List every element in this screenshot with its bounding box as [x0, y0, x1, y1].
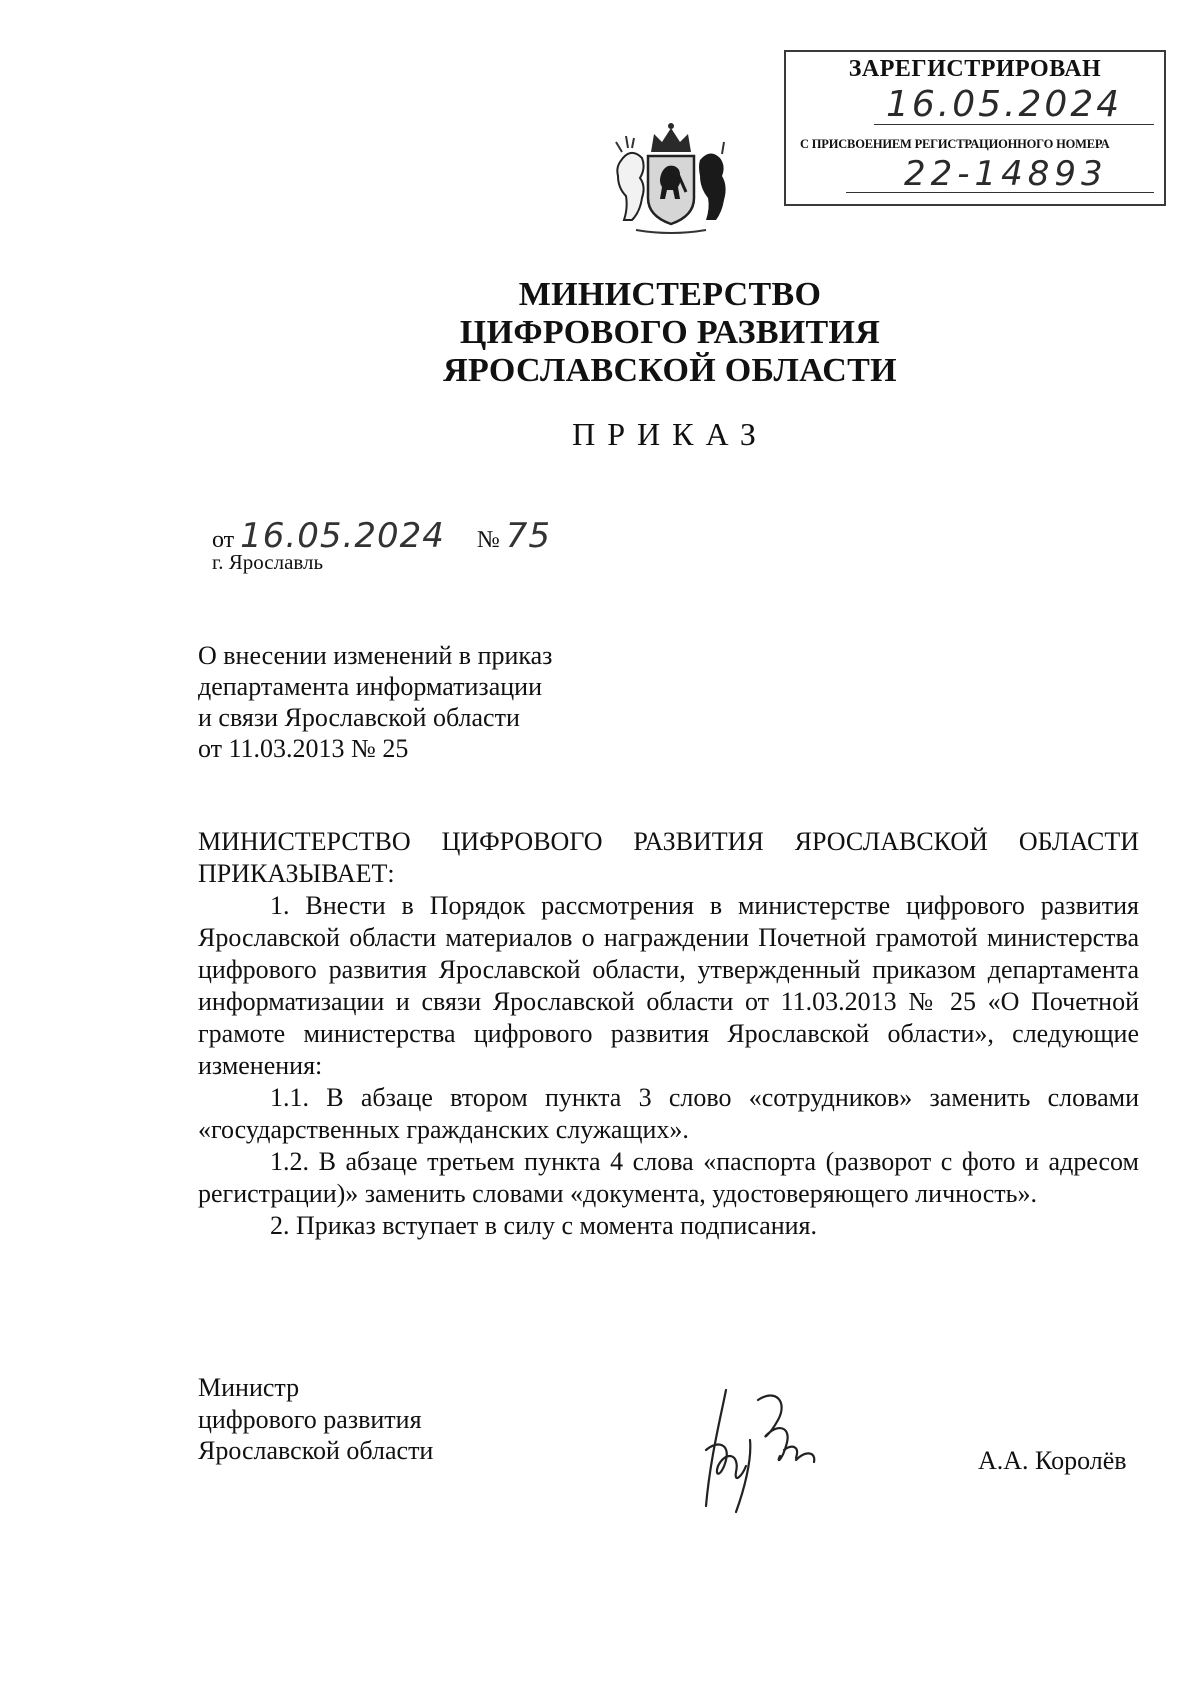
stamp-subtitle: С ПРИСВОЕНИЕМ РЕГИСТРАЦИОННОГО НОМЕРА — [800, 137, 1110, 151]
subject-line: департамента информатизации — [198, 672, 542, 701]
position-line: цифрового развития — [198, 1404, 422, 1434]
coat-of-arms-icon — [606, 112, 736, 240]
order-item: 1.1. В абзаце втором пункта 3 слово «сотрудников» заменить словами «государственных гражданских служащих». — [198, 1083, 1139, 1144]
subject-line: от 11.03.2013 № 25 — [198, 734, 409, 763]
ministry-title-line: ЯРОСЛАВСКОЙ ОБЛАСТИ — [443, 352, 897, 389]
position-line: Ярославской области — [198, 1436, 434, 1465]
stamp-divider — [874, 124, 1154, 125]
stamp-title: ЗАРЕГИСТРИРОВАН — [848, 56, 1102, 82]
city: г. Ярославль — [212, 550, 324, 574]
stamp-date: 16.05.2024 — [886, 84, 1123, 125]
order-item: 1.2. В абзаце третьем пункта 4 слова «паспорта (разворот с фото и адресом регистрации)» заменить словами «документа, удостоверяющего личность». — [198, 1147, 1139, 1208]
registration-stamp — [784, 50, 1166, 206]
from-label: от — [212, 527, 235, 553]
signatory-name: А.А. Королёв — [978, 1446, 1127, 1475]
ministry-title-line: ЦИФРОВОГО РАЗВИТИЯ — [459, 314, 881, 351]
order-number: 75 — [505, 516, 552, 556]
position-line: Министр — [198, 1373, 300, 1402]
order-item: 2. Приказ вступает в силу с момента подписания. — [270, 1211, 818, 1240]
stamp-registration-number: 22-14893 — [904, 154, 1108, 194]
document-type: ПРИКАЗ — [572, 416, 768, 452]
ministry-title-line: МИНИСТЕРСТВО — [518, 276, 822, 313]
order-date: 16.05.2024 — [240, 516, 445, 556]
signatory-position — [198, 1372, 433, 1467]
handwritten-signature — [696, 1380, 846, 1520]
number-label: № — [476, 527, 500, 553]
stamp-divider — [846, 192, 1154, 193]
order-body — [198, 826, 1139, 1242]
order-subject — [198, 640, 552, 764]
subject-line: О внесении изменений в приказ — [198, 641, 553, 670]
order-item: 1. Внести в Порядок рассмотрения в министерстве цифрового развития Ярославской области материалов о награждении Почетной грамотой министерства цифрового развития Ярославской области, утвержденный приказом департамента информатизации и связи Ярославской области от 11.03.2013 № 25 «О Почетной грамоте министерства цифрового развития Ярославской области», следующие изменения: — [198, 891, 1139, 1080]
preamble: МИНИСТЕРСТВО ЦИФРОВОГО РАЗВИТИЯ ЯРОСЛАВСКОЙ ОБЛАСТИ ПРИКАЗЫВАЕТ: — [198, 827, 1139, 888]
subject-line: и связи Ярославской области — [198, 703, 520, 732]
